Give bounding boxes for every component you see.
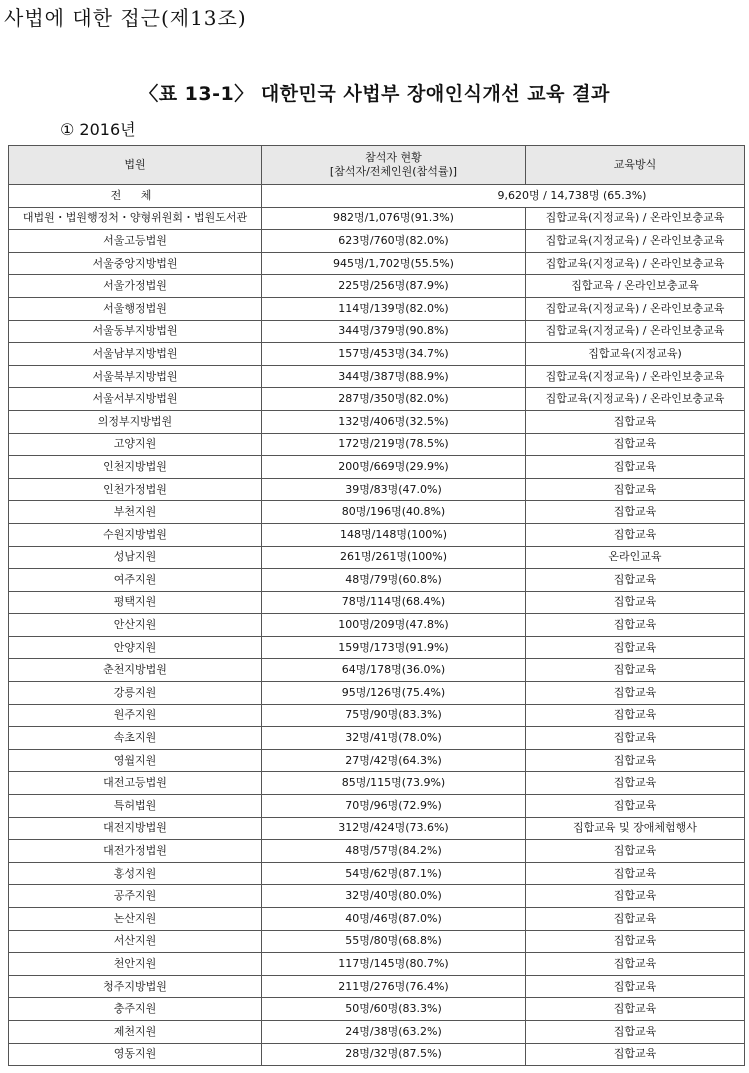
- cell-attendance: 132명/406명(32.5%): [262, 410, 526, 433]
- cell-attendance: 312명/424명(73.6%): [262, 817, 526, 840]
- cell-attendance: 50명/60명(83.3%): [262, 998, 526, 1021]
- table-row: [9, 659, 745, 682]
- table-row: [9, 365, 745, 388]
- cell-court: 여주지원: [9, 569, 262, 592]
- cell-attendance: 40명/46명(87.0%): [262, 908, 526, 931]
- cell-method: 집합교육: [526, 862, 745, 885]
- cell-court: 청주지방법원: [9, 975, 262, 998]
- cell-attendance: 261명/261명(100%): [262, 546, 526, 569]
- cell-attendance: 27명/42명(64.3%): [262, 749, 526, 772]
- table-row: [9, 749, 745, 772]
- cell-attendance: 80명/196명(40.8%): [262, 501, 526, 524]
- cell-method: 집합교육(지정교육) / 온라인보충교육: [526, 207, 745, 230]
- cell-method: 집합교육: [526, 908, 745, 931]
- cell-attendance: 211명/276명(76.4%): [262, 975, 526, 998]
- cell-attendance: 200명/669명(29.9%): [262, 456, 526, 479]
- cell-method: 집합교육: [526, 704, 745, 727]
- total-label: 전 체: [9, 185, 262, 208]
- table-row: [9, 817, 745, 840]
- cell-court: 서울중앙지방법원: [9, 252, 262, 275]
- table-row: [9, 591, 745, 614]
- cell-attendance: 70명/96명(72.9%): [262, 795, 526, 818]
- cell-method: 집합교육 / 온라인보충교육: [526, 275, 745, 298]
- table-row: [9, 930, 745, 953]
- table-row: [9, 795, 745, 818]
- section-label: ① 2016년: [60, 120, 136, 139]
- cell-court: 영동지원: [9, 1043, 262, 1066]
- cell-court: 서울북부지방법원: [9, 365, 262, 388]
- cell-court: 대전가정법원: [9, 840, 262, 863]
- table-row: [9, 433, 745, 456]
- table-row: [9, 501, 745, 524]
- cell-method: 집합교육: [526, 410, 745, 433]
- cell-attendance: 85명/115명(73.9%): [262, 772, 526, 795]
- cell-attendance: 157명/453명(34.7%): [262, 343, 526, 366]
- cell-attendance: 148명/148명(100%): [262, 523, 526, 546]
- table-row: [9, 636, 745, 659]
- table-row: [9, 546, 745, 569]
- cell-method: 집합교육(지정교육) / 온라인보충교육: [526, 320, 745, 343]
- table-row: [9, 975, 745, 998]
- table-row: [9, 320, 745, 343]
- cell-method: 집합교육: [526, 659, 745, 682]
- table-row: [9, 275, 745, 298]
- cell-method: 집합교육(지정교육) / 온라인보충교육: [526, 252, 745, 275]
- table-row: [9, 478, 745, 501]
- cell-attendance: 48명/79명(60.8%): [262, 569, 526, 592]
- total-value: 9,620명 / 14,738명 (65.3%): [262, 185, 745, 208]
- cell-method: 집합교육: [526, 1043, 745, 1066]
- header-method: 교육방식: [526, 146, 745, 185]
- cell-court: 고양지원: [9, 433, 262, 456]
- cell-method: 온라인교육: [526, 546, 745, 569]
- cell-court: 원주지원: [9, 704, 262, 727]
- cell-court: 천안지원: [9, 953, 262, 976]
- cell-court: 수원지방법원: [9, 523, 262, 546]
- table-row: [9, 885, 745, 908]
- cell-attendance: 64명/178명(36.0%): [262, 659, 526, 682]
- cell-court: 대법원・법원행정처・양형위원회・법원도서관: [9, 207, 262, 230]
- cell-attendance: 159명/173명(91.9%): [262, 636, 526, 659]
- header-attendance-line2: [참석자/전체인원(참석률)]: [329, 165, 458, 178]
- table-row: [9, 908, 745, 931]
- table-row: [9, 230, 745, 253]
- cell-attendance: 55명/80명(68.8%): [262, 930, 526, 953]
- cell-attendance: 48명/57명(84.2%): [262, 840, 526, 863]
- cell-method: 집합교육: [526, 591, 745, 614]
- cell-method: 집합교육: [526, 749, 745, 772]
- cell-attendance: 982명/1,076명(91.3%): [262, 207, 526, 230]
- cell-attendance: 344명/379명(90.8%): [262, 320, 526, 343]
- cell-court: 서울행정법원: [9, 297, 262, 320]
- table-row: [9, 523, 745, 546]
- cell-court: 의정부지방법원: [9, 410, 262, 433]
- cell-court: 공주지원: [9, 885, 262, 908]
- cell-method: 집합교육: [526, 614, 745, 637]
- cell-attendance: 54명/62명(87.1%): [262, 862, 526, 885]
- cell-method: 집합교육: [526, 523, 745, 546]
- cell-method: 집합교육: [526, 478, 745, 501]
- cell-method: 집합교육: [526, 433, 745, 456]
- cell-method: 집합교육(지정교육) / 온라인보충교육: [526, 388, 745, 411]
- total-row: [9, 185, 745, 208]
- cell-method: 집합교육: [526, 772, 745, 795]
- cell-method: 집합교육: [526, 1020, 745, 1043]
- cell-attendance: 24명/38명(63.2%): [262, 1020, 526, 1043]
- cell-attendance: 172명/219명(78.5%): [262, 433, 526, 456]
- cell-court: 안양지원: [9, 636, 262, 659]
- table-row: [9, 297, 745, 320]
- cell-court: 논산지원: [9, 908, 262, 931]
- cell-court: 제천지원: [9, 1020, 262, 1043]
- cell-attendance: 344명/387명(88.9%): [262, 365, 526, 388]
- table-title: 〈표 13-1〉 대한민국 사법부 장애인식개선 교육 결과: [139, 83, 610, 105]
- cell-court: 춘천지방법원: [9, 659, 262, 682]
- cell-attendance: 28명/32명(87.5%): [262, 1043, 526, 1066]
- table-row: [9, 343, 745, 366]
- table-row: [9, 840, 745, 863]
- cell-court: 부천지원: [9, 501, 262, 524]
- cell-method: 집합교육: [526, 456, 745, 479]
- table-row: [9, 388, 745, 411]
- table-row: [9, 998, 745, 1021]
- cell-attendance: 78명/114명(68.4%): [262, 591, 526, 614]
- cell-court: 속초지원: [9, 727, 262, 750]
- page-header-title: 사법에 대한 접근(제13조): [4, 6, 247, 30]
- cell-attendance: 945명/1,702명(55.5%): [262, 252, 526, 275]
- cell-attendance: 75명/90명(83.3%): [262, 704, 526, 727]
- cell-method: 집합교육: [526, 682, 745, 705]
- cell-attendance: 100명/209명(47.8%): [262, 614, 526, 637]
- table-row: [9, 704, 745, 727]
- cell-court: 대전지방법원: [9, 817, 262, 840]
- cell-method: 집합교육: [526, 501, 745, 524]
- cell-court: 서울가정법원: [9, 275, 262, 298]
- cell-court: 인천지방법원: [9, 456, 262, 479]
- table-row: [9, 1020, 745, 1043]
- cell-method: 집합교육: [526, 885, 745, 908]
- cell-attendance: 623명/760명(82.0%): [262, 230, 526, 253]
- header-attendance-line1: 참석자 현황: [365, 151, 422, 164]
- cell-attendance: 39명/83명(47.0%): [262, 478, 526, 501]
- table-row: [9, 1043, 745, 1066]
- cell-method: 집합교육: [526, 636, 745, 659]
- cell-court: 평택지원: [9, 591, 262, 614]
- cell-attendance: 32명/41명(78.0%): [262, 727, 526, 750]
- cell-method: 집합교육: [526, 569, 745, 592]
- cell-method: 집합교육(지정교육) / 온라인보충교육: [526, 297, 745, 320]
- cell-method: 집합교육(지정교육) / 온라인보충교육: [526, 365, 745, 388]
- cell-method: 집합교육: [526, 998, 745, 1021]
- cell-court: 홍성지원: [9, 862, 262, 885]
- cell-method: 집합교육: [526, 930, 745, 953]
- table-row: [9, 682, 745, 705]
- cell-method: 집합교육: [526, 727, 745, 750]
- cell-attendance: 32명/40명(80.0%): [262, 885, 526, 908]
- education-results-table: [8, 145, 745, 1066]
- table-row: [9, 410, 745, 433]
- table-row: [9, 252, 745, 275]
- cell-method: 집합교육: [526, 840, 745, 863]
- cell-method: 집합교육(지정교육): [526, 343, 745, 366]
- cell-court: 영월지원: [9, 749, 262, 772]
- cell-method: 집합교육: [526, 795, 745, 818]
- cell-method: 집합교육(지정교육) / 온라인보충교육: [526, 230, 745, 253]
- cell-court: 충주지원: [9, 998, 262, 1021]
- cell-court: 인천가정법원: [9, 478, 262, 501]
- cell-court: 서울동부지방법원: [9, 320, 262, 343]
- header-attendance: [262, 146, 526, 185]
- table-row: [9, 772, 745, 795]
- cell-court: 강릉지원: [9, 682, 262, 705]
- table-header-row: [9, 146, 745, 185]
- cell-method: 집합교육 및 장애체험행사: [526, 817, 745, 840]
- cell-court: 특허법원: [9, 795, 262, 818]
- table-row: [9, 953, 745, 976]
- cell-attendance: 117명/145명(80.7%): [262, 953, 526, 976]
- cell-attendance: 225명/256명(87.9%): [262, 275, 526, 298]
- table-row: [9, 862, 745, 885]
- cell-court: 서울서부지방법원: [9, 388, 262, 411]
- cell-attendance: 287명/350명(82.0%): [262, 388, 526, 411]
- cell-method: 집합교육: [526, 975, 745, 998]
- table-row: [9, 456, 745, 479]
- cell-court: 서울고등법원: [9, 230, 262, 253]
- cell-court: 성남지원: [9, 546, 262, 569]
- table-row: [9, 207, 745, 230]
- header-court: 법원: [9, 146, 262, 185]
- cell-court: 서울남부지방법원: [9, 343, 262, 366]
- cell-court: 대전고등법원: [9, 772, 262, 795]
- table-row: [9, 727, 745, 750]
- cell-method: 집합교육: [526, 953, 745, 976]
- cell-attendance: 95명/126명(75.4%): [262, 682, 526, 705]
- cell-attendance: 114명/139명(82.0%): [262, 297, 526, 320]
- cell-court: 서산지원: [9, 930, 262, 953]
- table-row: [9, 614, 745, 637]
- table-row: [9, 569, 745, 592]
- cell-court: 안산지원: [9, 614, 262, 637]
